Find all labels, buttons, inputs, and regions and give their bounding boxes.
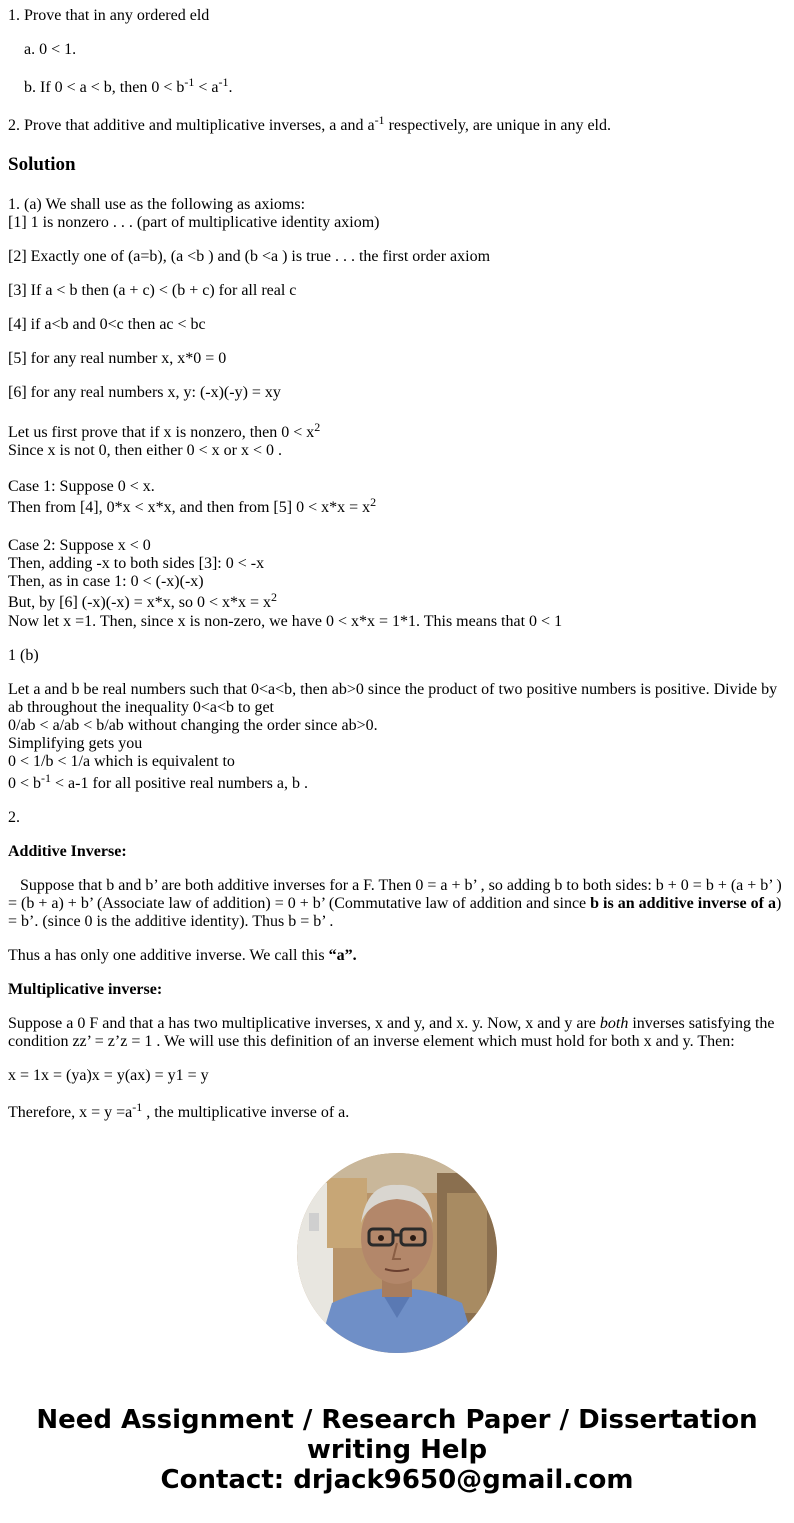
- axioms-intro: 1. (a) We shall use as the following as axioms:: [8, 196, 306, 213]
- part-2-label: 2.: [8, 809, 20, 826]
- axiom-2: [2] Exactly one of (a=b), (a <b ) and (b <a ) is true . . . the first order axiom: [8, 248, 491, 265]
- additive-inverse-conclusion: Thus a has only one additive inverse. We call this “a”.: [8, 947, 357, 964]
- part-1b-result: $0 < b^{-1} < a-1$ for all positive real numbers a, b .: [8, 771, 308, 792]
- part-1b-step-3: 0 < 1/b < 1/a which is equivalent to: [8, 753, 235, 770]
- multiplicative-inverse-equation: x = 1x = (ya)x = y(ax) = y1 = y: [8, 1067, 209, 1084]
- question-1b: b. If 0 < a < b, then $0 < b^{-1} < a^{-1}$.: [24, 75, 233, 96]
- additive-inverse-proof: Suppose that b and b’ are both additive inverses for a F. Then 0 = a + b’ , so adding b to both sides: b + 0 = b + (a + b’ ) = (b + a) + b’ (Associate law of addition) = 0 + b’ (Commutative law of addition and since b is an additive inverse of a) = b’. (since 0 is the additive identity). Thus b = b’ .: [8, 877, 782, 930]
- axiom-1: [1] 1 is nonzero . . . (part of multiplicative identity axiom): [8, 214, 380, 231]
- part-1b-step-1: 0/ab < a/ab < b/ab without changing the order since ab>0.: [8, 717, 378, 734]
- solution-heading: Solution: [8, 154, 76, 175]
- multiplicative-inverse-heading: Multiplicative inverse:: [8, 981, 163, 998]
- avatar-portrait: [297, 1153, 497, 1353]
- case-2-step-2: Then, as in case 1: 0 < (-x)(-x): [8, 573, 204, 590]
- question-1a: a. 0 < 1.: [24, 41, 77, 58]
- part-1b-paragraph: Let a and b be real numbers such that 0<a<b, then ab>0 since the product of two positive numbers is positive. Divide by ab throughout the inequality 0<a<b to get: [8, 681, 778, 716]
- multiplicative-inverse-conclusion: Therefore, $x = y =a^{-1}$ , the multiplicative inverse of a.: [8, 1100, 350, 1121]
- additive-inverse-heading: Additive Inverse:: [8, 843, 127, 860]
- axiom-5: [5] for any real number x, x*0 = 0: [8, 350, 227, 367]
- case-1-proof: Then from [4], 0*x < x*x, and then from [5] $0 < x*x = x^2$: [8, 495, 377, 516]
- case-1: Case 1: Suppose 0 < x.: [8, 478, 155, 495]
- case-2-step-3: But, by [6] (-x)(-x) = x*x, so $0 < x*x = x^2$: [8, 590, 278, 611]
- axiom-6: [6] for any real numbers x, y: (-x)(-y) = xy: [8, 384, 281, 401]
- axiom-3: [3] If a < b then (a + c) < (b + c) for all real c: [8, 282, 297, 299]
- question-1: 1. Prove that in any ordered eld: [8, 7, 210, 24]
- case-2: Case 2: Suppose x < 0: [8, 537, 151, 554]
- author-avatar: [297, 1153, 497, 1353]
- case-2-step-1: Then, adding -x to both sides [3]: 0 < -x: [8, 555, 265, 572]
- part-1a-conclusion: Now let x =1. Then, since x is non-zero, we have 0 < x*x = 1*1. This means that 0 < 1: [8, 613, 563, 630]
- multiplicative-inverse-proof: Suppose a 0 F and that a has two multiplicative inverses, x and y, and x. y. Now, x and y are both inverses satisfying the condition zz’ = z’z = 1 . We will use this definition of an inverse element which must hold for both x and y. Then:: [8, 1015, 775, 1050]
- part-1b-step-2: Simplifying gets you: [8, 735, 143, 752]
- axiom-4: [4] if a<b and 0<c then ac < bc: [8, 316, 206, 333]
- lemma-statement: Let us first prove that if x is nonzero, then $0 < x^2$: [8, 420, 321, 441]
- lemma-cases: Since x is not 0, then either 0 < x or x < 0 .: [8, 442, 283, 459]
- part-1b-label: 1 (b): [8, 647, 39, 664]
- footer-line-2: writing Help: [306, 1435, 488, 1465]
- question-2: 2. Prove that additive and multiplicative inverses, a and $a^{-1}$ respectively, are unique in any eld.: [8, 113, 611, 134]
- footer-line-1: Need Assignment / Research Paper / Dissertation: [36, 1405, 758, 1435]
- footer-contact: Contact: drjack9650@gmail.com: [160, 1465, 634, 1495]
